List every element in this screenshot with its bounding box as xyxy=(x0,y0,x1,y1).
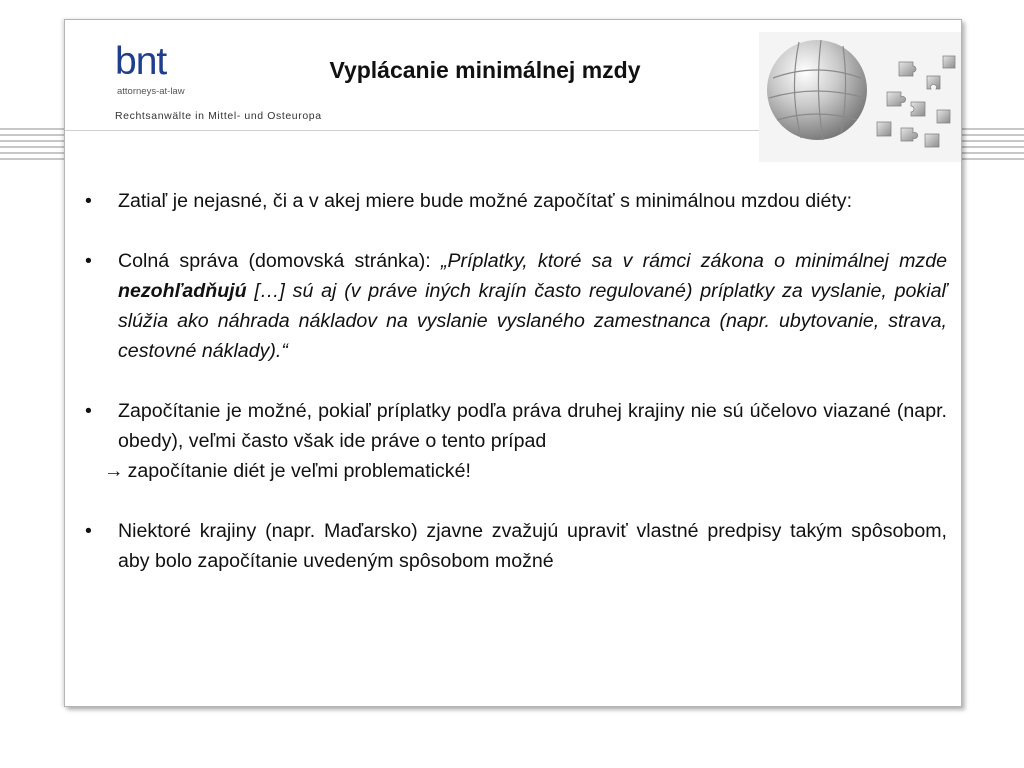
bnt-logo: bnt xyxy=(115,40,167,83)
bullet-marker: • xyxy=(85,400,92,422)
puzzle-globe-image xyxy=(759,32,961,162)
logo-subtitle: attorneys-at-law xyxy=(117,86,185,97)
bullet-text-prefix: Colná správa (domovská stránka): xyxy=(118,250,441,272)
conclusion-text: započítanie diét je veľmi problematické! xyxy=(127,460,471,482)
slide xyxy=(64,19,962,707)
conclusion-line xyxy=(104,456,947,486)
bullet-item xyxy=(81,516,947,576)
arrow-right-icon: → xyxy=(104,460,124,482)
decorative-stripes-right xyxy=(958,128,1024,162)
bullet-marker: • xyxy=(85,520,92,542)
header-divider xyxy=(65,130,761,131)
bullet-text: Niektoré krajiny (napr. Maďarsko) zjavne zvažujú upraviť vlastné predpisy takým spôsobom, aby bolo započítanie uvedeným spôsobom možné xyxy=(118,520,947,572)
bullet-text: Zatiaľ je nejasné, či a v akej miere bude možné započítať s minimálnou mzdou diéty: xyxy=(118,190,853,212)
bullet-marker: • xyxy=(85,190,92,212)
decorative-stripes-left xyxy=(0,128,70,162)
bullet-item xyxy=(81,396,947,486)
bullet-text: Započítanie je možné, pokiaľ príplatky podľa práva druhej krajiny nie sú účelovo viazané (napr. obedy), veľmi často však ide práve o tento prípad xyxy=(118,400,947,452)
bullet-item xyxy=(81,186,947,216)
bullet-list xyxy=(81,186,947,606)
quote-text-bold: nezohľadňujú xyxy=(118,280,247,302)
slide-title: Vyplácanie minimálnej mzdy xyxy=(329,57,641,83)
quote-text-start: „Príplatky, ktoré sa v rámci zákona o minimálnej mzde xyxy=(440,250,948,272)
bullet-item xyxy=(81,246,947,366)
quote-text-end: […] sú aj (v práve iných krajín často regulované) príplatky za vyslanie, pokiaľ slúžia ako náhrada nákladov na vyslanie vyslaného zamestnanca (napr. ubytovanie, strava, cestovné náklady).“ xyxy=(118,280,947,362)
logo-tagline: Rechtsanwälte in Mittel- und Osteuropa xyxy=(115,110,322,122)
bullet-marker: • xyxy=(85,250,92,272)
